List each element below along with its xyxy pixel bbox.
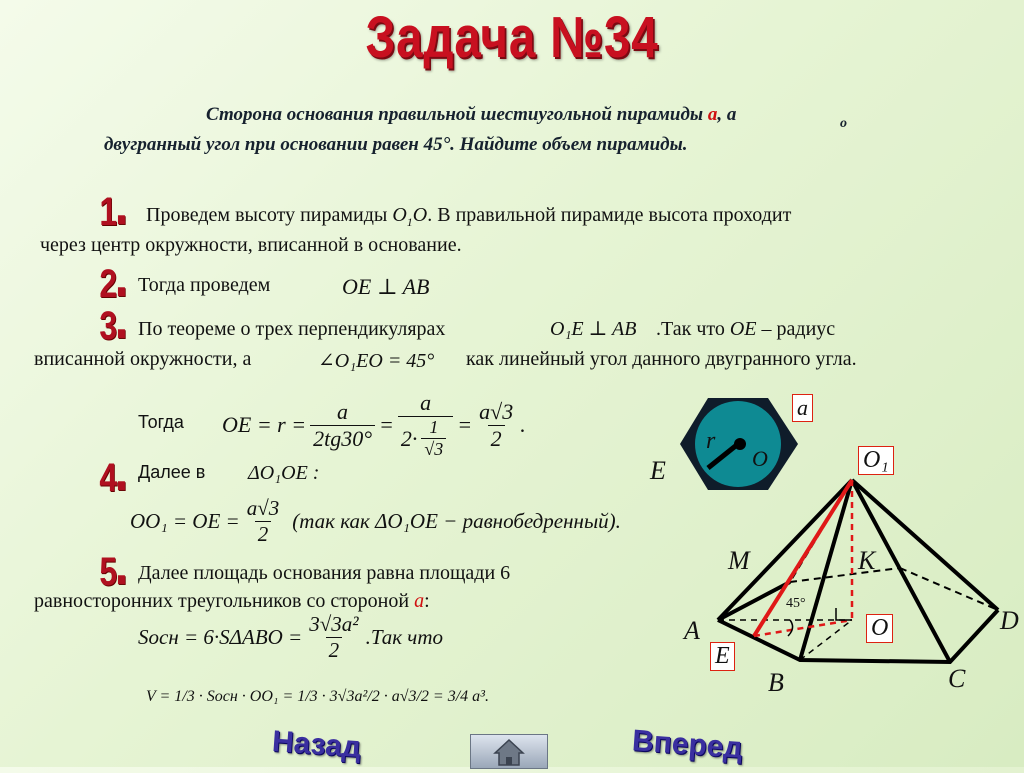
pyr-label-o1: O₁ (858, 446, 894, 475)
step-1-number: 1■ (99, 190, 126, 234)
var-a: а (707, 104, 718, 125)
step-4-number: 4■ (99, 456, 126, 500)
house-icon (471, 735, 547, 768)
home-button[interactable] (470, 734, 548, 769)
pyr-label-d: D (1000, 606, 1019, 635)
segment-e-o (754, 620, 852, 636)
base-edge-am (718, 582, 790, 620)
pyr-label-c: C (948, 664, 966, 693)
pyr-label-k: K (858, 546, 876, 575)
pyr-label-o: O (866, 614, 893, 643)
step-4-triangle: ΔO₁OE : (248, 462, 320, 484)
base-edge-hidden-1 (790, 568, 900, 582)
step-5-text: Далее площадь основания равна площади 6 (138, 562, 511, 584)
base-edge-hidden-2 (900, 568, 998, 610)
step-3-number: 3■ (99, 304, 126, 348)
edge-o1-d (852, 480, 998, 610)
right-angle-mark (836, 608, 852, 620)
page-title: Задача №34 (365, 5, 659, 70)
angle-arc (788, 620, 793, 636)
step-3-angle: ∠O₁EO = 45° (318, 350, 435, 372)
step-5-number: 5■ (99, 550, 126, 594)
hex-label-o: O (752, 446, 768, 471)
step-5-area-formula: Sосн = 6·SΔABO = $\frac{\text{3√3a²}}{2}$ .Так что (138, 612, 443, 662)
step-3-line-2a: вписанной окружности, а (34, 348, 252, 370)
hex-label-e: E (650, 456, 666, 485)
step-4-formula: OO₁ = OE = $\frac{a√3}{2}$ (так как ΔO₁OE − равнобедренный). (130, 496, 621, 546)
problem-line-2: двугранный угол при основании равен 45°. Найдите объем пирамиды. (104, 134, 688, 155)
step-1-line-2: через центр окружности, вписанной в основание. (40, 234, 462, 256)
step-3-text: По теореме о трех перпендикулярах (138, 318, 446, 340)
step-3-tail: .Так что OE – радиус (656, 318, 836, 340)
step-2-number: 2■ (99, 262, 126, 306)
back-button[interactable]: Назад (270, 724, 363, 765)
forward-button[interactable]: Вперед (631, 724, 744, 765)
apothem-o1-e (754, 480, 852, 636)
pyr-label-e: E (710, 642, 735, 671)
pyr-label-angle: 45° (786, 596, 806, 611)
step-1-text: Проведем высоту пирамиды $O_1O$. В правильной пирамиде высота проходит (146, 204, 792, 229)
step-5-volume-formula: V = 1/3 · Sосн · OO₁ = 1/3 · 3√3a²/2 · a√3/2 = 3/4 a³. (146, 688, 489, 705)
step-2-text: Тогда проведем (138, 274, 271, 296)
then-label: Тогда (138, 412, 184, 432)
degree-mark: о (840, 116, 847, 131)
pyr-label-a: A (684, 616, 700, 645)
step-3-formula: O₁E ⊥ AB (550, 318, 637, 340)
step-5-line-2: равносторонних треугольников со стороной a: (34, 590, 430, 612)
step-4-text: Далее в (138, 462, 206, 482)
step-3-line-2b: как линейный угол данного двугранного угла. (466, 348, 857, 370)
hex-label-r: r (706, 428, 716, 454)
pyr-label-m: M (728, 546, 750, 575)
pyr-label-b: B (768, 668, 784, 697)
step-2-formula: OE ⊥ AB (342, 274, 430, 299)
problem-line-1: Сторона основания правильной шестиугольной пирамиды а, а (206, 104, 737, 125)
hex-label-a: a (792, 394, 813, 422)
then-formula: OE = r = $\frac{a}{2tg30^\circ}$ = a 2· $\frac{1}{√3}$ = $\frac{a√3}{2}$ . (222, 390, 526, 459)
